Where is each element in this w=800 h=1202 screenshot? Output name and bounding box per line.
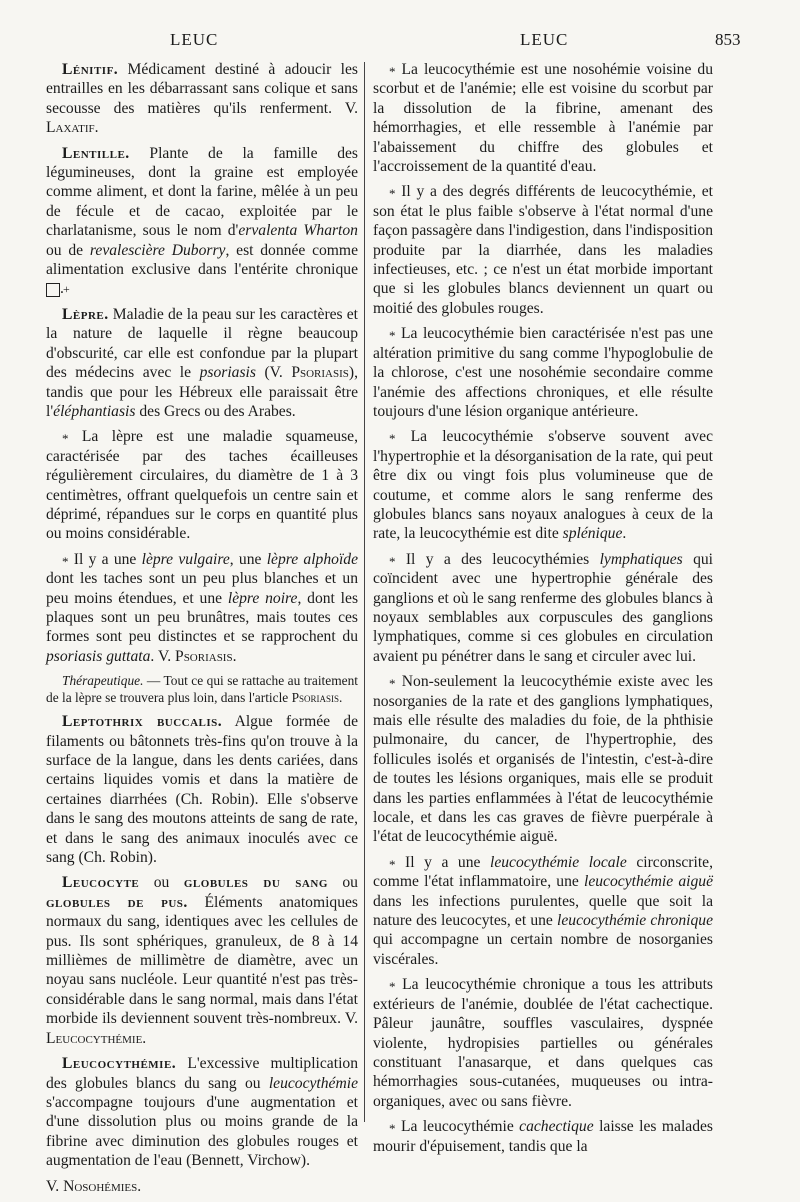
entry-lepre bbox=[46, 305, 358, 421]
asterism-icon: * bbox=[389, 856, 396, 872]
asterism-icon: * bbox=[389, 676, 396, 692]
paragraph-text: circonscrite, comme l'état inflammatoire, une bbox=[373, 853, 713, 891]
asterism-icon: * bbox=[389, 431, 396, 447]
paragraph-text: Il y a des degrés différents de leucocythémie, et son état le plus faible s'observe à l'état normal d'une façon passagère dans l'indigestion, dans l'indisposition produite par la diarrhée, dans les maladies infectieuses, etc. ; ce n'est un état morbide important que si les globules blancs deviennent un quart ou moitié des globules rouges. bbox=[373, 183, 713, 317]
paragraph bbox=[373, 427, 713, 543]
asterism-icon: * bbox=[389, 1121, 396, 1137]
cross-ref-prefix: V. bbox=[344, 99, 358, 117]
headword: Leucocyte bbox=[62, 874, 140, 892]
cross-reference: Laxatif. bbox=[46, 119, 99, 137]
left-running-head: LEUC bbox=[170, 30, 219, 49]
cross-ref-prefix: V. bbox=[344, 1010, 358, 1028]
italic-term: psoriasis bbox=[199, 364, 256, 382]
italic-term: psoriasis guttata bbox=[46, 647, 151, 665]
paragraph bbox=[373, 672, 713, 847]
italic-term: leucocythémie bbox=[268, 1074, 358, 1092]
paragraph-text: La leucocythémie chronique a tous les attributs extérieurs de l'anémie, doublée de l'état cachectique. Pâleur jaunâtre, souffles vasculaires, dyspnée violente, hydropisies partielles ou générales constituant l'anasarque, et dans quelques cas hémorrhagies sous-cutanées, muqueuses ou intra-organiques, avec ou sans fièvre. bbox=[373, 976, 713, 1110]
italic-term: lèpre vulgaire bbox=[141, 550, 230, 568]
asterism-icon: * bbox=[62, 431, 69, 447]
italic-term: leucocythémie chronique bbox=[557, 912, 713, 930]
definition: Médicament destiné à adoucir les entrailles en les débarrassant sans colique et sans secousse des matières qu'ils renferment. bbox=[46, 61, 358, 117]
definition-text: Maladie de la peau sur les caractères et la nature de laquelle il règne beaucoup d'obscurité, car elle est confondue par la plupart des médecins avec le bbox=[46, 305, 358, 382]
page-number: 853 bbox=[715, 30, 741, 49]
paragraph bbox=[373, 324, 713, 421]
definition-text: s'accompagne toujours d'une augmentation et d'une dissolution plus ou moins grande de la fibrine avec diminution des globules rouges et augmentation de l'eau (Bennett, Virchow). bbox=[46, 1093, 358, 1170]
paragraph bbox=[373, 853, 713, 969]
headword: Leucocythémie. bbox=[62, 1055, 177, 1073]
lepre-paragraph-2 bbox=[46, 427, 358, 543]
paragraph-text: Il y a une bbox=[405, 853, 490, 871]
paragraph-text: , une bbox=[229, 550, 267, 568]
italic-term: revalescière Duborry bbox=[89, 241, 226, 259]
cross-ref-prefix: V. bbox=[46, 1177, 60, 1195]
connector: ou bbox=[139, 874, 184, 892]
paragraph-text: La leucocythémie est une nosohémie voisine du scorbut et de l'anémie; elle est voisine du scorbut par la dissolution de la fibrine, amenant des hémorrhagies, et elle ressemble à l'anémie par l'abaissement du chiffre des globules et l'accroissement de la quantité d'eau. bbox=[373, 61, 713, 176]
definition-text: . bbox=[60, 280, 64, 298]
italic-term: ervalenta Wharton bbox=[238, 222, 358, 240]
connector: ou bbox=[327, 874, 358, 892]
italic-term: cachectique bbox=[519, 1118, 594, 1136]
asterism-icon: * bbox=[62, 553, 69, 569]
entry-leucocyte bbox=[46, 873, 358, 1048]
headword: Lèpre. bbox=[62, 305, 109, 323]
headword: Lénitif. bbox=[62, 61, 119, 78]
entry-lenitif bbox=[46, 60, 358, 138]
definition-text: L'excessive multiplication des globules blancs du sang ou bbox=[46, 1055, 358, 1092]
paragraph-text: La leucocythémie bien caractérisée n'est pas une altération primitive du sang comme l'hypoglobulie de la chlorose, c'est une nosohémie secondaire comme l'anémie des affections chroniques, et elle résulte toujours d'une lésion organique antérieure. bbox=[373, 325, 713, 420]
paragraph bbox=[373, 1117, 713, 1156]
italic-term: lèpre noire bbox=[227, 589, 298, 607]
asterism-icon: * bbox=[389, 186, 396, 202]
paragraph-text: La leucocythémie s'observe souvent avec l'hypertrophie et la désorganisation de la rate, qui peut être dix ou vingt fois plus volumineuse que de coutume, et comme alors le sang renferme des globules blancs sans noyaux analogues à ceux de la rate, la leucocythémie est dite bbox=[373, 428, 713, 543]
italic-term: leucocythémie aiguë bbox=[584, 873, 713, 891]
lepre-paragraph-3 bbox=[46, 550, 358, 666]
paragraph-text: dont les taches sont un peu plus blanches et un peu moins étendues, et une bbox=[46, 570, 358, 607]
left-column bbox=[46, 60, 358, 1202]
headword: Leptothrix buccalis. bbox=[62, 713, 223, 731]
headword: globules de pus. bbox=[46, 893, 188, 911]
paragraph-text: La leucocythémie bbox=[400, 1118, 520, 1136]
leucocythemie-ref bbox=[46, 1177, 358, 1196]
paragraph-text: dans les infections purulentes, quelle que soit la nature des leucocytes, et une bbox=[373, 892, 713, 930]
definition-text: Plante de la famille des légumineuses, dont la graine est employée comme aliment, et dont la farine, mêlée à un peu de fécule et de cacao, exploitée par le charlatanisme, sous le nom d' bbox=[46, 144, 358, 240]
paragraph-text: Il y a une bbox=[73, 550, 142, 568]
definition-text: (V. bbox=[255, 364, 292, 382]
paragraph-text: . bbox=[622, 525, 627, 543]
definition-text: des Grecs ou des Arabes. bbox=[135, 402, 296, 420]
definition-text: ou de bbox=[46, 241, 90, 259]
italic-term: lèpre alphoïde bbox=[266, 550, 359, 568]
running-header bbox=[0, 30, 800, 52]
definition: Algue formée de filaments ou bâtonnets très-fins qu'on trouve à la surface de la langue, dans les dents cariées, dans certains liquides vomis et dans la matière de certaines diarrhées (Ch. Robin). Elle s'observe dans le sang des moutons atteints de sang de rate, et dans le sang des animaux inoculés avec ce sang (Ch. Robin). bbox=[46, 713, 358, 867]
asterism-icon: * bbox=[389, 64, 396, 79]
asterism-icon: * bbox=[389, 328, 396, 344]
paragraph bbox=[373, 550, 713, 666]
entry-lentille bbox=[46, 144, 358, 299]
paragraph-text: laisse les malades mourir d'épuisement, tandis que la bbox=[373, 1118, 713, 1155]
paragraph-text: qui accompagne un certain nombre de nosorganies viscérales. bbox=[373, 931, 713, 968]
cross-reference: Leucocythémie. bbox=[46, 1029, 147, 1047]
headword: globules du sang bbox=[183, 874, 328, 892]
paragraph bbox=[373, 182, 713, 318]
definition-text: , est donnée comme alimentation exclusive dans l'entérite chronique bbox=[46, 241, 358, 279]
definition-text: ), tandis que pour les Hébreux elle paraissait être l' bbox=[46, 364, 358, 420]
column-divider bbox=[364, 62, 365, 1122]
cross-reference: Psoriasis. bbox=[175, 647, 237, 665]
entry-leptothrix bbox=[46, 712, 358, 867]
asterism-icon: * bbox=[389, 553, 396, 569]
definition: Éléments anatomiques normaux du sang, identiques avec les cellules de pus. Ils sont sphériques, granuleux, de 8 à 14 millièmes de millimètre de diamètre, avec un noyau sans nucléole. Leur quantité n'est pas très-considérable dans le sang normal, mais dans l'état morbide ils deviennent souvent très-nombreux. bbox=[46, 893, 358, 1028]
italic-term: lymphatiques bbox=[599, 550, 683, 568]
paragraph-text: Non-seulement la leucocythémie existe avec les nosorganies de la rate et des ganglions lymphatiques, mais elle résulte des maladies du foie, de la phthisie pulmonaire, du cancer, de l'hypertrophie, des follicules isolés et organisés de l'intestin, c'est-à-dire de toutes les lésions organiques, mais elle se produit dans les parties enflammées à l'état de leucocythémie locale, et dans les cas graves de fièvre puerpérale à l'état de leucocythémie aiguë. bbox=[373, 673, 713, 846]
right-running-head: LEUC bbox=[520, 30, 569, 49]
cross-ref-prefix: V. bbox=[157, 647, 172, 665]
cross-reference: Nosohémies. bbox=[63, 1177, 142, 1195]
right-column bbox=[373, 60, 713, 1162]
therapeutique-note bbox=[46, 672, 358, 706]
cross-reference: Psoriasis. bbox=[291, 690, 343, 706]
cross-reference: Psoriasis bbox=[291, 364, 349, 382]
paragraph-text: , dont les plaques sont un peu brunâtres, mais toutes ces formes sont peu distinctes et se rapprochent du bbox=[46, 589, 359, 646]
paragraph bbox=[373, 975, 713, 1111]
paragraph-text: La lèpre est une maladie squameuse, caractérisée par des taches écailleuses régulièrement circulaires, du diamètre de 1 à 3 centimètres, offrant quelquefois un centre sain et déprimé, répandues sur le corps en quantité plus ou moins considérable. bbox=[46, 428, 358, 543]
paragraph-text: . bbox=[150, 647, 155, 665]
paragraph bbox=[373, 60, 713, 176]
note-label: Thérapeutique. bbox=[62, 673, 144, 689]
italic-term: leucocythémie locale bbox=[489, 853, 627, 871]
paragraph-text: Il y a des leucocythémies bbox=[405, 550, 600, 568]
note-text: — Tout ce qui se rattache au traitement de la lèpre se trouvera plus loin, dans l'article bbox=[46, 673, 358, 706]
plus-box-icon: + bbox=[46, 283, 60, 297]
entry-leucocythemie bbox=[46, 1054, 358, 1170]
asterism-icon: * bbox=[389, 979, 396, 995]
paragraph-text: qui coïncident avec une hypertrophie générale des ganglions et où le sang renferme des globules blancs à noyaux semblables aux corpuscules des ganglions lymphatiques, comme si ces globules en circulation avaient pu pénétrer dans le sang et circuler avec lui. bbox=[373, 550, 714, 665]
italic-term: éléphantiasis bbox=[53, 402, 136, 420]
headword: Lentille. bbox=[62, 144, 130, 162]
italic-term: splénique bbox=[562, 525, 623, 543]
